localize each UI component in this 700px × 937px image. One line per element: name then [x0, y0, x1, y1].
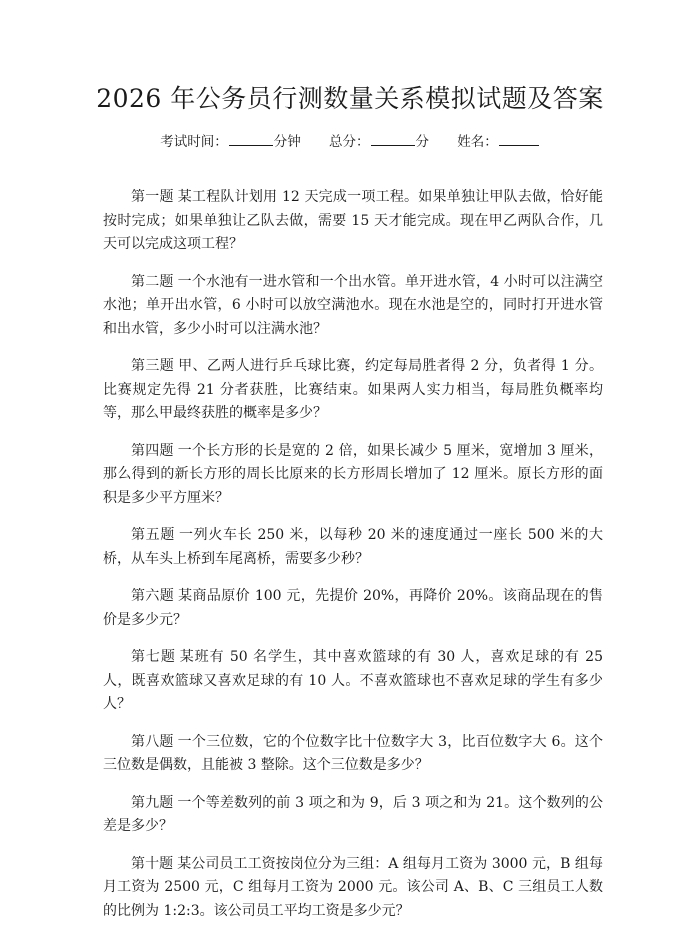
- question-4: [103, 440, 603, 511]
- exam-info-line: [0, 131, 700, 152]
- question-10: [103, 853, 603, 924]
- question-text: 某工程队计划用 12 天完成一项工程。如果单独让甲队去做，恰好能按时完成；如果单独让乙队去做，需要 15 天才能完成。现在甲乙两队合作，几天可以完成这项工程？: [103, 189, 603, 252]
- total-score-blank[interactable]: [371, 131, 415, 146]
- name-field: [457, 131, 540, 152]
- total-score-field: [329, 131, 429, 152]
- question-2: [103, 271, 603, 342]
- question-number: 第五题: [131, 527, 176, 543]
- question-list: [103, 186, 603, 937]
- question-number: 第七题: [131, 649, 176, 665]
- question-number: 第八题: [131, 733, 174, 750]
- question-number: 第二题: [131, 273, 174, 290]
- question-text: 某商品原价 100 元，先提价 20%，再降价 20%。该商品现在的售价是多少元？: [103, 588, 603, 628]
- question-text: 一个等差数列的前 3 项之和为 9，后 3 项之和为 21。这个数列的公差是多少？: [103, 794, 604, 834]
- name-blank[interactable]: [499, 131, 539, 146]
- question-6: [103, 585, 603, 632]
- total-score-label: 总分：: [329, 134, 370, 150]
- exam-time-field: [160, 131, 301, 152]
- total-score-unit: 分: [415, 134, 429, 150]
- question-7: [103, 646, 603, 717]
- exam-time-blank[interactable]: [229, 131, 273, 146]
- question-text: 一个三位数，它的个位数字比十位数字大 3，比百位数字大 6。这个三位数是偶数，且能被 3 整除。这个三位数是多少？: [103, 733, 604, 773]
- question-number: 第九题: [131, 794, 174, 811]
- question-text: 一个长方形的长是宽的 2 倍，如果长减少 5 厘米，宽增加 3 厘米，那么得到的新长方形的周长比原来的长方形周长增加了 12 厘米。原长方形的面积是多少平方厘米？: [103, 442, 604, 506]
- question-8: [103, 731, 603, 778]
- question-1: [103, 186, 603, 257]
- exam-time-label: 考试时间：: [160, 134, 228, 150]
- question-number: 第六题: [131, 588, 175, 604]
- question-text: 一列火车长 250 米，以每秒 20 米的速度通过一座长 500 米的大桥，从车头上桥到车尾离桥，需要多少秒？: [103, 527, 604, 567]
- question-number: 第三题: [131, 358, 175, 374]
- question-text: 某班有 50 名学生，其中喜欢篮球的有 30 人，喜欢足球的有 25 人，既喜欢篮球又喜欢足球的有 10 人。不喜欢篮球也不喜欢足球的学生有多少人？: [103, 649, 604, 712]
- question-number: 第十题: [131, 855, 174, 872]
- question-3: [103, 355, 603, 426]
- page-title: 2026 年公务员行测数量关系模拟试题及答案: [96, 84, 604, 113]
- name-label: 姓名：: [457, 134, 498, 150]
- exam-time-unit: 分钟: [273, 134, 301, 150]
- question-text: 某公司员工工资按岗位分为三组：A 组每月工资为 3000 元，B 组每月工资为 2500 元，C 组每月工资为 2000 元。该公司 A、B、C 三组员工人数的比例为 1:2:3。该公司员工平均工资是多少元？: [103, 855, 604, 919]
- question-text: 一个水池有一进水管和一个出水管。单开进水管，4 小时可以注满空水池；单开出水管，6 小时可以放空满池水。现在水池是空的，同时打开进水管和出水管，多少小时可以注满水池？: [103, 273, 603, 337]
- question-9: [103, 792, 603, 839]
- question-5: [103, 524, 603, 571]
- question-number: 第一题: [131, 189, 174, 205]
- question-text: 甲、乙两人进行乒乓球比赛，约定每局胜者得 2 分，负者得 1 分。比赛规定先得 21 分者获胜，比赛结束。如果两人实力相当，每局胜负概率均等，那么甲最终获胜的概率是多少？: [103, 358, 603, 421]
- question-number: 第四题: [131, 442, 174, 459]
